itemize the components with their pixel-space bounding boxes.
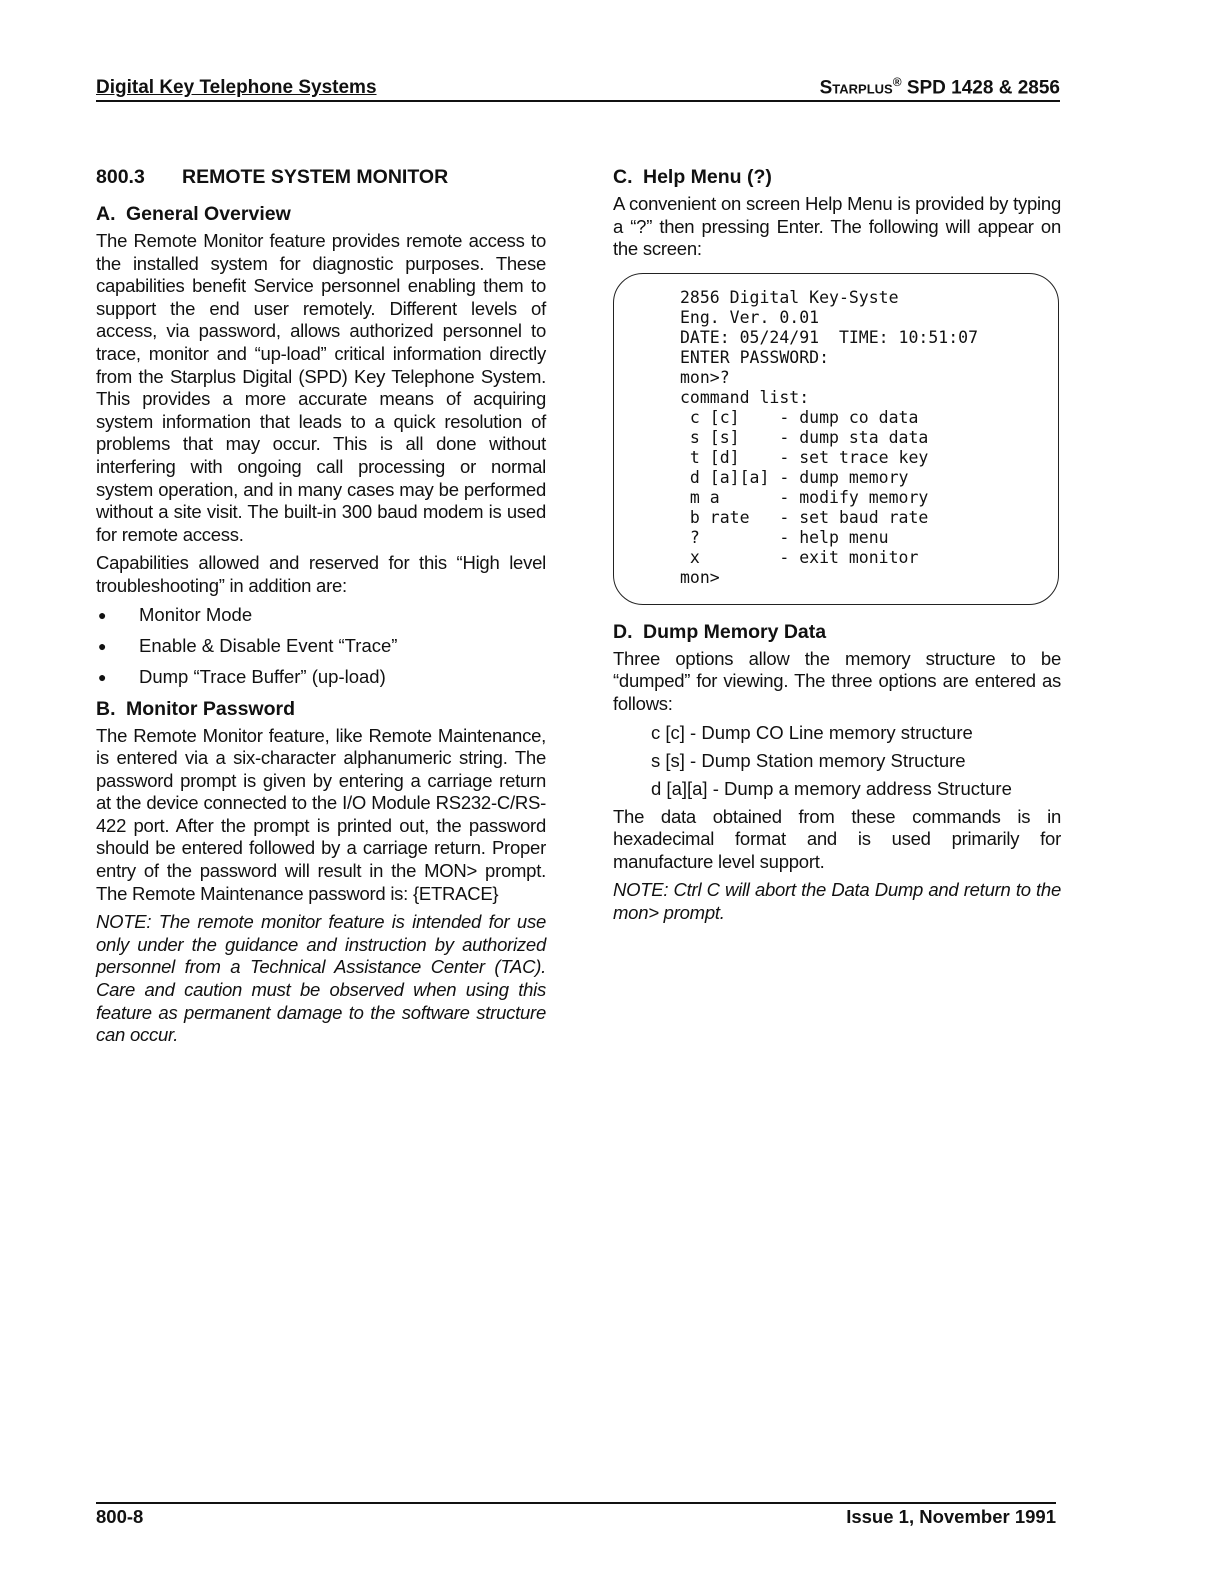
issue-date: Issue 1, November 1991: [846, 1506, 1056, 1527]
dump-options-list: [651, 722, 1061, 800]
right-column: [613, 166, 1061, 931]
header-title: Digital Key Telephone Systems: [96, 77, 377, 98]
list-item: c [c] - Dump CO Line memory structure: [651, 721, 973, 743]
terminal-screen: [613, 273, 1059, 605]
header-model: SPD 1428 & 2856: [901, 77, 1060, 98]
terminal-output: 2856 Digital Key-Syste Eng. Ver. 0.01 DATE: 05/24/91 TIME: 10:51:07 ENTER PASSWORD: mon>? command list: c [c] - dump co data s [s] - dump sta data t [d] - set trace key d [a][a] - dump memory m a - modify memory b rate - set baud rate ? - help menu x - exit monitor mon>: [680, 287, 979, 587]
subsection-c-title: Help Menu (?): [643, 166, 772, 188]
subsection-b-letter: B.: [96, 697, 116, 720]
list-item: [96, 635, 546, 657]
capabilities-list: [96, 604, 546, 688]
password-note: NOTE: The remote monitor feature is intended for use only under the guidance and instruction by authorized personnel from a Technical Assistance Center (TAC). Care and caution must be observed when using this feature as permanent damage to the software structure can occur.: [96, 911, 546, 1046]
ctrl-c-note: NOTE: Ctrl C will abort the Data Dump and return to the mon> prompt.: [613, 879, 1061, 923]
section-title: REMOTE SYSTEM MONITOR: [182, 166, 449, 188]
bullet-icon: ●: [98, 668, 107, 685]
list-item: s [s] - Dump Station memory Structure: [651, 749, 966, 771]
subsection-b-heading: [96, 698, 546, 721]
subsection-d-heading: [613, 621, 1061, 644]
bullet-text: Monitor Mode: [139, 603, 253, 625]
registered-mark: ®: [892, 74, 902, 89]
header-product: [820, 75, 1060, 99]
section-heading: [96, 166, 546, 189]
dump-paragraph: Three options allow the memory structure to be “dumped” for viewing. The three options are entered as follows:: [613, 647, 1061, 714]
hex-format-paragraph: The data obtained from these commands is in hexadecimal format and is used primarily for manufacture level support.: [613, 805, 1061, 872]
subsection-b-title: Monitor Password: [126, 697, 296, 720]
bullet-text: Enable & Disable Event “Trace”: [139, 634, 398, 656]
subsection-d-title: Dump Memory Data: [643, 620, 827, 643]
subsection-d-letter: D.: [613, 620, 633, 643]
overview-paragraph: The Remote Monitor feature provides remote access to the installed system for diagnostic purposes. These capabilities benefit Service personnel enabling them to support the end user remotely. Different levels of access, via password, allows authorized personnel to trace, monitor and “up-load” critical information directly from the Starplus Digital (SPD) Key Telephone System. This provides a more accurate means of acquiring system information that leads to a quick resolution of problems that may occur. This is all done without interfering with ongoing call processing or normal system operation, and in many cases may be performed without a site visit. The built-in 300 baud modem is used for remote access.: [96, 230, 546, 545]
page-header: [96, 76, 1060, 102]
header-brand: Starplus: [819, 77, 893, 98]
help-menu-paragraph: A convenient on screen Help Menu is provided by typing a “?” then pressing Enter. The following will appear on the screen:: [613, 193, 1061, 260]
subsection-a-title: General Overview: [126, 203, 291, 225]
subsection-c-heading: [613, 166, 1061, 189]
subsection-a-letter: A.: [96, 203, 116, 225]
section-number: 800.3: [96, 166, 145, 188]
subsection-c-letter: C.: [613, 166, 633, 188]
password-paragraph: The Remote Monitor feature, like Remote Maintenance, is entered via a six-character alphanumeric string. The password prompt is given by entering a carriage return at the device connected to the I/O Module RS232-C/RS-422 port. After the prompt is printed out, the password should be entered followed by a carriage return. Proper entry of the password will result in the MON> prompt. The Remote Maintenance password is: {ETRACE}: [96, 724, 546, 904]
left-column: [96, 166, 546, 1053]
bullet-text: Dump “Trace Buffer” (up-load): [139, 665, 386, 687]
page-number: 800-8: [96, 1506, 144, 1527]
bullet-icon: ●: [98, 606, 107, 623]
capabilities-paragraph: Capabilities allowed and reserved for this “High level troubleshooting” in addition are:: [96, 552, 546, 596]
page-footer: [96, 1502, 1056, 1532]
list-item: [96, 666, 546, 688]
bullet-icon: ●: [98, 637, 107, 654]
subsection-a-heading: [96, 203, 546, 226]
list-item: d [a][a] - Dump a memory address Structure: [651, 777, 1012, 799]
list-item: [96, 604, 546, 626]
